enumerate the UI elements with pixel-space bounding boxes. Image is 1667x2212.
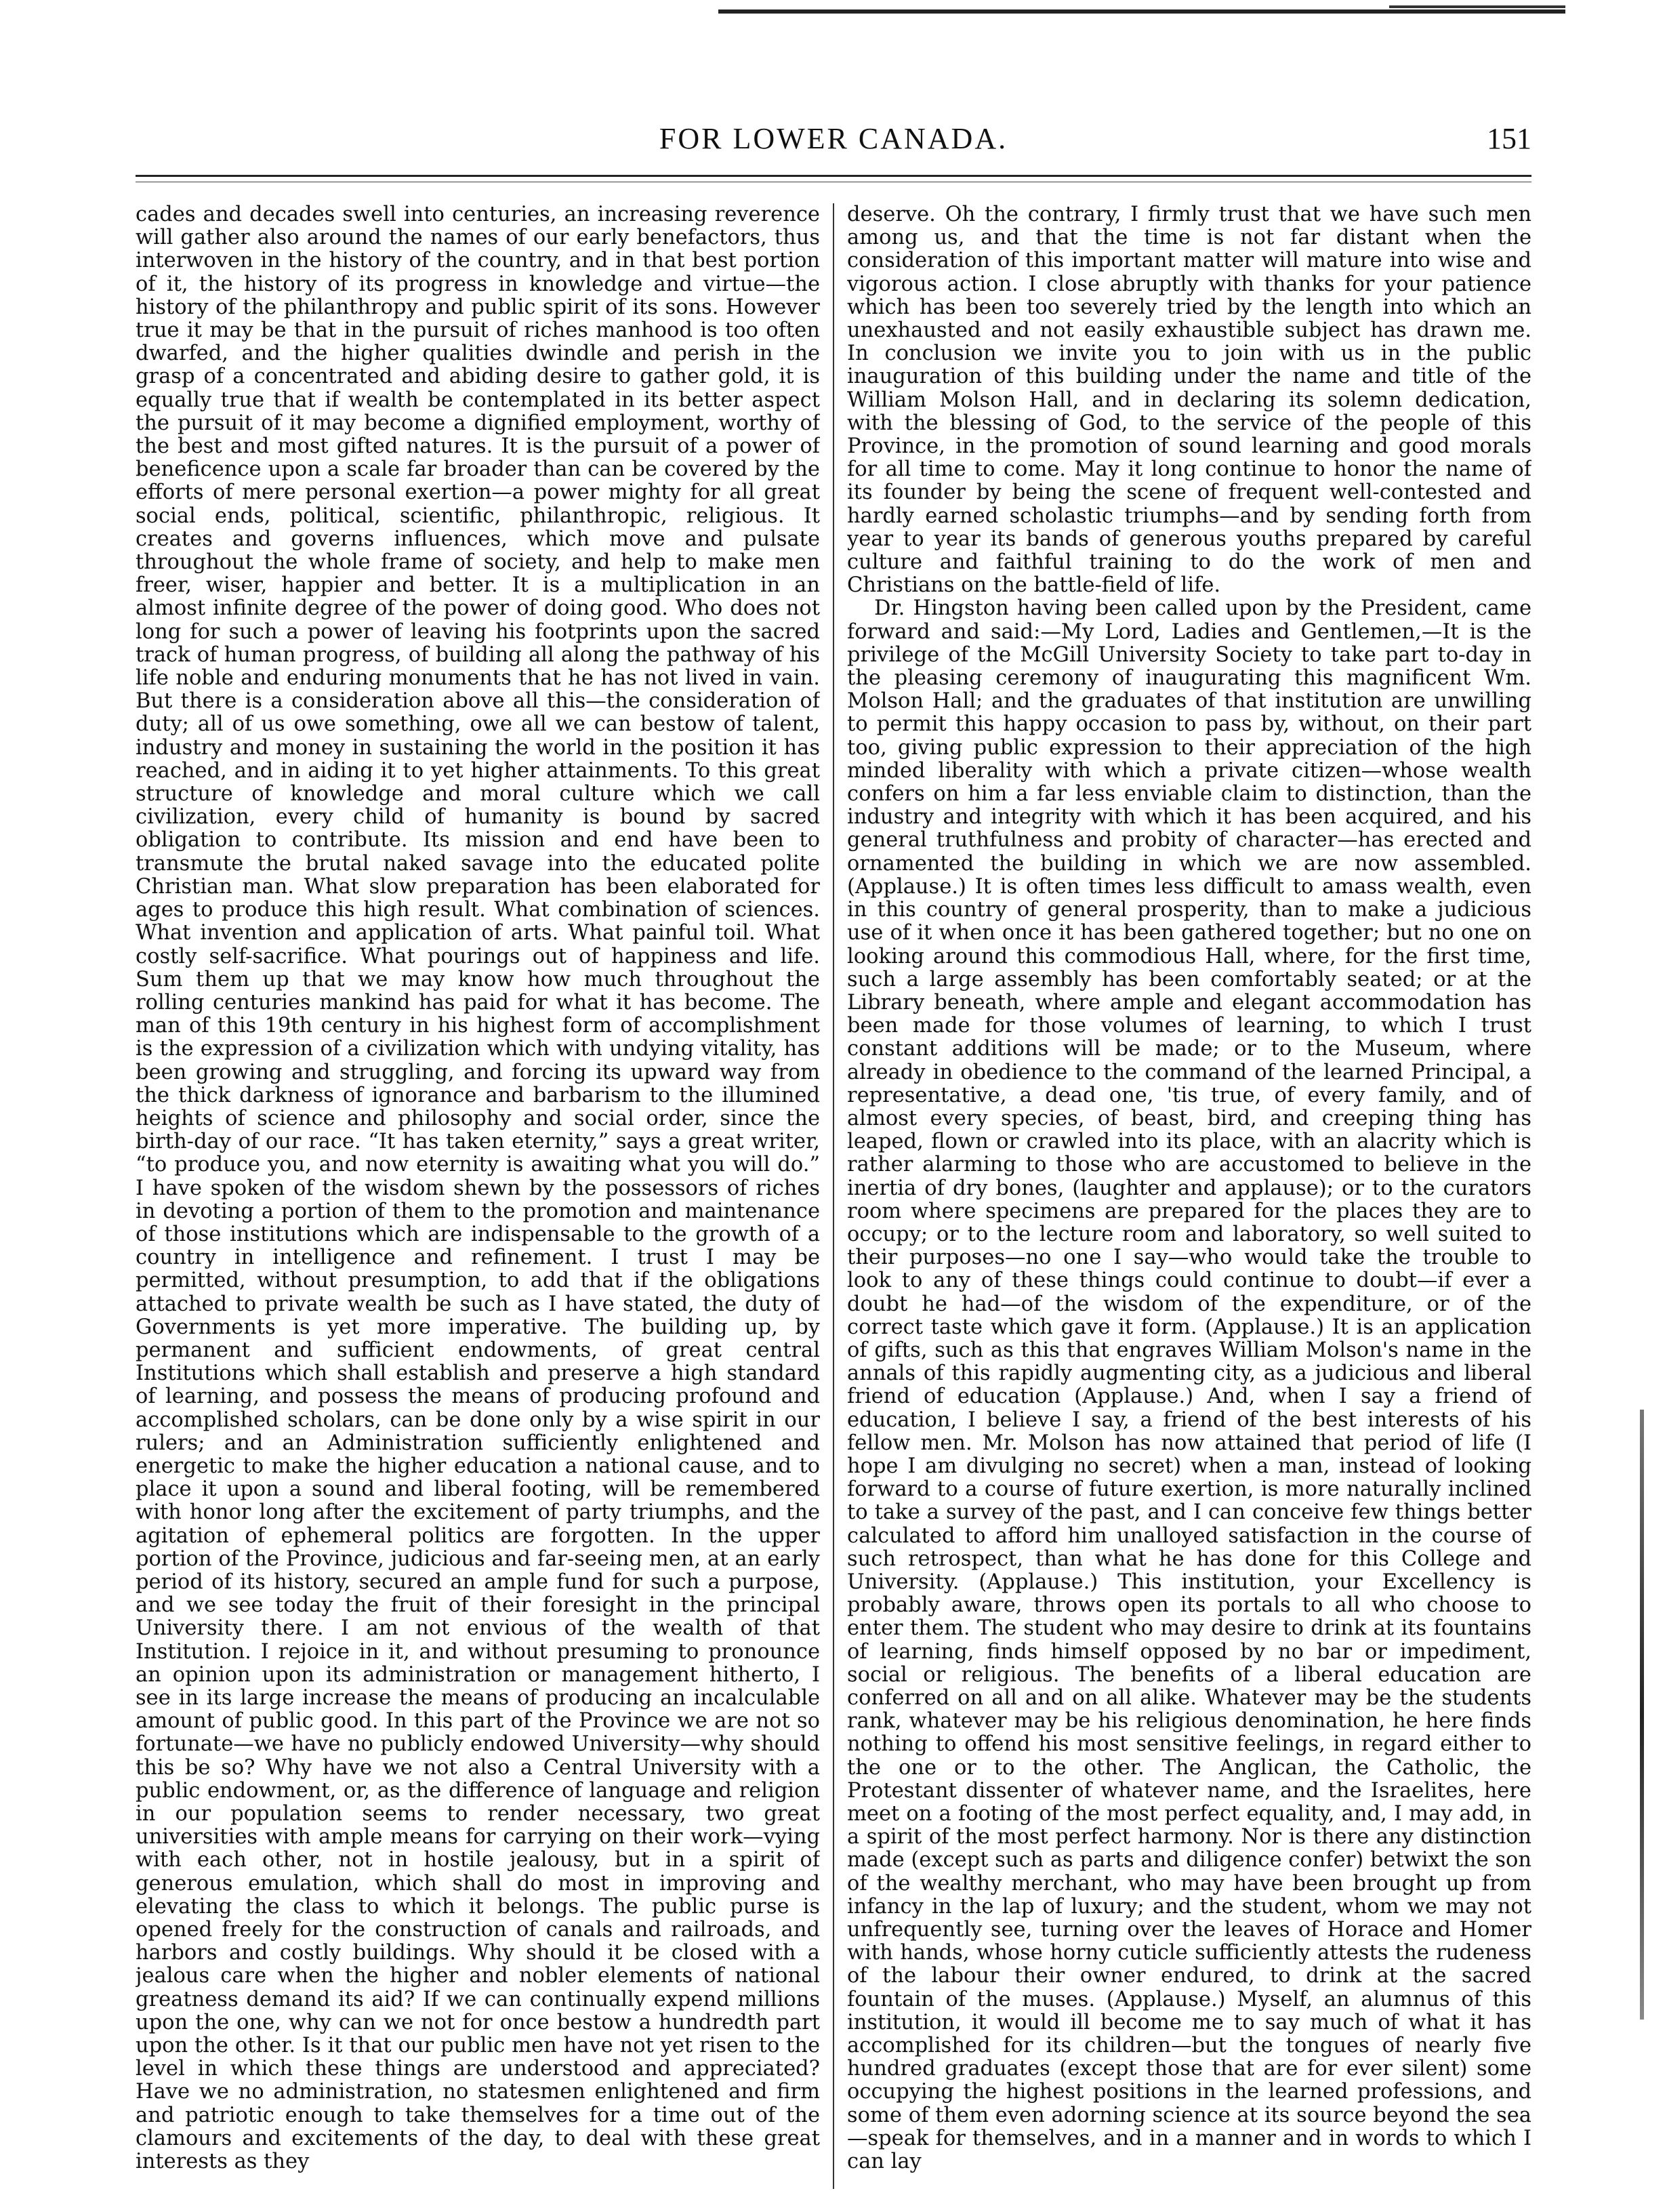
running-head (136, 115, 1531, 163)
top-edge-rule-thick (718, 9, 1565, 14)
column-divider (833, 203, 834, 2189)
right-paragraph-2: Dr. Hingston having been called upon by the President, came forward and said:—My Lord, Ladies and Gentlemen,—It is the privilege of the McGill University Society to take part to-day in the pleasing ceremony of inaugurating this magnificent Wm. Molson Hall; and the graduates of that institution are unwilling to permit this happy occasion to pass by, without, on their part too, giving public expression to their appreciation of the high minded liberality with which a private citizen—whose wealth confers on him a far less enviable claim to distinction, than the industry and integrity with which it has been acquired, and his general truthfulness and probity of character—has erected and ornamented the building in which we are now assembled. (Applause.) It is often times less difficult to amass wealth, even in this country of general prosperity, than to make a judicious use of it when once it has been gathered together; but no one on looking around this commodious Hall, where, for the first time, such a large assembly has been comfortably seated; or at the Library beneath, where ample and elegant accommodation has been made for those volumes of learning, to which I trust constant additions will be made; or to the Museum, where already in obedience to the command of the learned Principal, a representative, a dead one, 'tis true, of every family, and of almost every species, of beast, bird, and creeping thing has leaped, flown or crawled into its place, with an alacrity which is rather alarming to those who are accustomed to believe in the inertia of dry bones, (laughter and applause); or to the curators room where specimens are prepared for the places they are to occupy; or to the lecture room and laboratory, so well suited to their purposes—no one I say—who would take the trouble to look to any of these things could continue to doubt—if ever a doubt he had—of the wisdom of the expenditure, or of the correct taste which gave it form. (Applause.) It is an application of gifts, such as this that engraves William Molson's name in the annals of this rapidly augmenting city, as a judicious and liberal friend of education (Applause.) And, when I say a friend of education, I believe I say, a friend of the best interests of his fellow men. Mr. Molson has now attained that period of life (I hope I am divulging no secret) when a man, instead of looking forward to a course of future exertion, is more naturally inclined to take a survey of the past, and I can conceive few things better calculated to afford him unalloyed satisfaction in the course of such retrospect, than what he has done for this College and University. (Applause.) This institution, your Excellency is probably aware, throws open its portals to all who choose to enter them. The student who may desire to drink at its fountains of learning, finds himself opposed by no bar or impediment, social or religious. The benefits of a liberal education are conferred on all and on all alike. Whatever may be the students rank, whatever may be his religious denomination, he here finds nothing to offend his most sensitive feelings, in regard either to the one or to the other. The Anglican, the Catholic, the Protestant dissenter of whatever name, and the Israelites, here meet on a footing of the most perfect equality, and, I may add, in a spirit of the most perfect harmony. Nor is there any distinction made (except such as parts and diligence confer) betwixt the son of the wealthy merchant, who may have been brought up from infancy in the lap of luxury; and the student, whom we may not unfrequently see, turning over the leaves of Horace and Homer with hands, whose horny cuticle sufficiently attests the rudeness of the labour their owner endured, to drink at the sacred fountain of the muses. (Applause.) Myself, an alumnus of this institution, it would ill become me to say much of what it has accomplished for its children—but the tongues of nearly five hundred graduates (except those that are for ever silent) some occupying the highest positions in the learned professions, and some of them even adorning science at its source beyond the sea—speak for themselves, and in a manner and in words to which I can lay (847, 596, 1531, 2174)
binding-edge (1640, 1410, 1644, 2020)
header-rule (136, 175, 1531, 177)
page-number: 151 (1487, 122, 1531, 155)
running-title: FOR LOWER CANADA. (659, 122, 1008, 155)
left-paragraph-1: cades and decades swell into centuries, an increasing reverence will gather also around the names of our early benefactors, thus interwoven in the history of the country, and in that best portion of it, the history of its progress in knowledge and virtue—the history of the philanthropy and public spirit of its sons. However true it may be that in the pursuit of riches manhood is too often dwarfed, and the higher qualities dwindle and perish in the grasp of a concentrated and abiding desire to gather gold, it is equally true that if wealth be contemplated in its better aspect the pursuit of it may become a dignified employment, worthy of the best and most gifted natures. It is the pursuit of a power of beneficence upon a scale far broader than can be covered by the efforts of mere personal exertion—a power mighty for all great social ends, political, scientific, philanthropic, religious. It creates and governs influences, which move and pulsate throughout the whole frame of society, and help to make men freer, wiser, happier and better. It is a multiplication in an almost infinite degree of the power of doing good. Who does not long for such a power of leaving his footprints upon the sacred track of human progress, of building all along the pathway of his life noble and enduring monuments that he has not lived in vain. But there is a consideration above all this—the consideration of duty; all of us owe something, owe all we can bestow of talent, industry and money in sustaining the world in the position it has reached, and in aiding it to yet higher attainments. To this great structure of knowledge and moral culture which we call civilization, every child of humanity is bound by sacred obligation to contribute. Its mission and end have been to transmute the brutal naked savage into the educated polite Christian man. What slow preparation has been elaborated for ages to produce this high result. What combination of sciences. What invention and application of arts. What painful toil. What costly self-sacrifice. What pourings out of happiness and life. Sum them up that we may know how much throughout the rolling centuries mankind has paid for what it has become. The man of this 19th century in his highest form of accomplishment is the expression of a civilization which with undying vitality, has been growing and struggling, and forcing its upward way from the thick darkness of ignorance and barbarism to the illumined heights of science and philosophy and social order, since the birth-day of our race. “It has taken eternity,” says a great writer, “to produce you, and now eternity is awaiting what you will do.” I have spoken of the wisdom shewn by the possessors of riches in devoting a portion of them to the promotion and maintenance of those institutions which are indispensable to the growth of a country in intelligence and refinement. I trust I may be permitted, without presumption, to add that if the obligations attached to private wealth be such as I have stated, the duty of Governments is yet more imperative. The building up, by permanent and sufficient endowments, of great central Institutions which shall establish and preserve a high standard of learning, and possess the means of producing profound and accomplished scholars, can be done only by a wise spirit in our rulers; and an Administration sufficiently enlightened and energetic to make the higher education a national cause, and to place it upon a sound and liberal footing, will be remembered with honor long after the excitement of party triumphs, and the agitation of ephemeral politics are forgotten. In the upper portion of the Province, judicious and far-seeing men, at an early period of its history, secured an ample fund for such a purpose, and we see today the fruit of their foresight in the principal University there. I am not envious of the wealth of that Institution. I rejoice in it, and without presuming to pronounce an opinion upon its administration or management hitherto, I see in its large increase the means of producing an incalculable amount of public good. In this part of the Province we are not so fortunate—we have no publicly endowed University—why should this be so? Why have we not also a Central University with a public endowment, or, as the difference of language and religion in our population seems to render necessary, two great universities with ample means for carrying on their work—vying with each other, not in hostile jealousy, but in a spirit of generous emulation, which shall do most in improving and elevating the class to which it belongs. The public purse is opened freely for the construction of canals and railroads, and harbors and costly buildings. Why should it be closed with a jealous care when the higher and nobler elements of national greatness demand its aid? If we can continually expend millions upon the one, why can we not for once bestow a hundredth part upon the other. Is it that our public men have not yet risen to the level in which these things are understood and appreciated? Have we no administration, no statesmen enlightened and firm and patriotic enough to take themselves for a time out of the clamours and excitements of the day, to deal with these great interests as they (136, 203, 820, 2174)
left-column (136, 203, 820, 2189)
text-columns (136, 203, 1531, 2189)
top-edge-rule (1389, 5, 1565, 8)
right-column (847, 203, 1531, 2189)
right-paragraph-1: deserve. Oh the contrary, I firmly trust that we have such men among us, and that the time is not far distant when the consideration of this important matter will mature into wise and vigorous action. I close abruptly with thanks for your patience which has been too severely tried by the length into which an unexhausted and not easily exhaustible subject has drawn me. In conclusion we invite you to join with us in the public inauguration of this building under the name and title of the William Molson Hall, and in declaring its solemn dedication, with the blessing of God, to the service of the people of this Province, in the promotion of sound learning and good morals for all time to come. May it long continue to honor the name of its founder by being the scene of frequent well-contested and hardly earned scholastic triumphs—and by sending forth from year to year its bands of generous youths prepared by careful culture and faithful training to do the work of men and Christians on the battle-field of life. (847, 203, 1531, 598)
